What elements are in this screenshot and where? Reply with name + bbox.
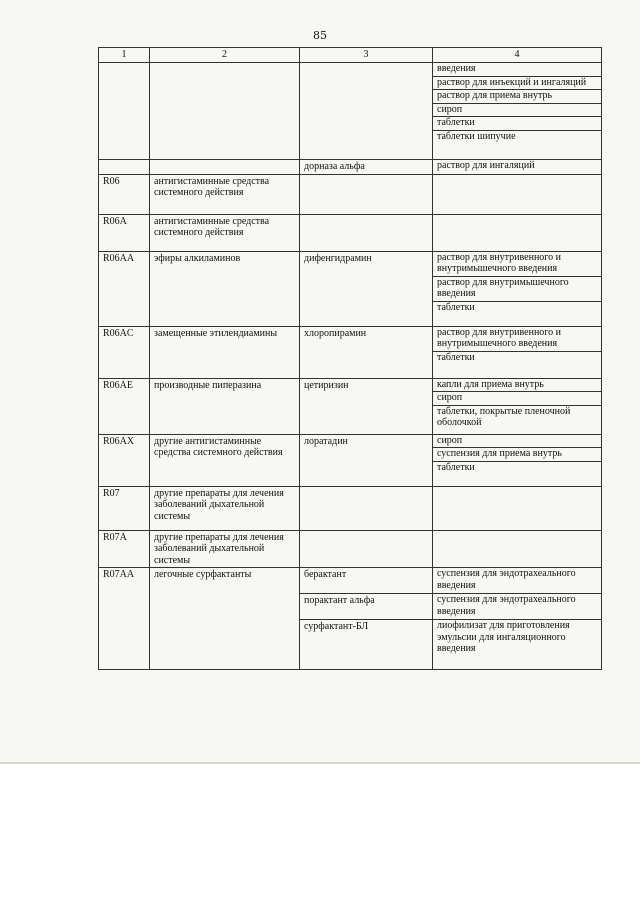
group-name-cell: другие препараты для лечения заболеваний дыхательной системы	[150, 486, 300, 530]
dosage-form: таблетки	[437, 351, 475, 363]
dosage-form: сироп	[433, 104, 601, 118]
dosage-form: раствор для приема внутрь	[433, 90, 601, 104]
column-header: 2	[150, 48, 300, 63]
column-header: 3	[300, 48, 433, 63]
drug-name-cell	[300, 486, 433, 530]
group-name-cell: другие антигистаминные средства системного действия	[150, 434, 300, 486]
group-name-cell	[150, 63, 300, 160]
dosage-form: таблетки	[437, 301, 475, 313]
drug-name-cell	[300, 63, 433, 160]
group-name-cell: замещенные этилендиамины	[150, 326, 300, 378]
atc-code-cell: R07A	[99, 530, 150, 568]
dosage-form: суспензия для приема внутрь	[433, 448, 601, 462]
dosage-forms-cell	[433, 594, 602, 620]
dosage-forms-cell	[433, 434, 602, 486]
drug-name-cell: дифенгидрамин	[300, 251, 433, 326]
dosage-form: лиофилизат для приготовления эмульсии для ингаляционного введения	[437, 620, 570, 654]
table-row	[99, 326, 602, 378]
drug-name-cell: хлоропирамин	[300, 326, 433, 378]
atc-code-cell: R07AA	[99, 568, 150, 670]
dosage-form: таблетки	[437, 461, 475, 473]
table-header-row	[99, 48, 602, 63]
dosage-form: капли для приема внутрь	[433, 379, 601, 393]
page-bottom-edge	[0, 762, 640, 764]
column-header: 1	[99, 48, 150, 63]
group-name-cell: другие препараты для лечения заболеваний дыхательной системы	[150, 530, 300, 568]
atc-code-cell: R06	[99, 174, 150, 214]
table-row	[99, 214, 602, 251]
drug-name-cell: цетиризин	[300, 378, 433, 434]
drug-name-cell: порактант альфа	[300, 594, 433, 620]
dosage-form: таблетки, покрытые пленочной оболочкой	[437, 405, 571, 428]
table-row	[99, 486, 602, 530]
drug-name-cell	[300, 174, 433, 214]
table-row	[99, 63, 602, 160]
table-row	[99, 434, 602, 486]
dosage-form: таблетки шипучие	[437, 130, 516, 142]
dosage-forms-cell	[433, 530, 602, 568]
atc-code-cell: R06AE	[99, 378, 150, 434]
dosage-form: суспензия для эндотрахеального введения	[437, 594, 576, 617]
dosage-form: сироп	[433, 435, 601, 449]
group-name-cell: производные пиперазина	[150, 378, 300, 434]
dosage-forms-cell	[433, 160, 602, 175]
table-row	[99, 251, 602, 326]
dosage-forms-cell	[433, 378, 602, 434]
atc-code-cell	[99, 63, 150, 160]
atc-code-cell: R07	[99, 486, 150, 530]
drug-name-cell: берактант	[300, 568, 433, 594]
dosage-forms-cell	[433, 620, 602, 670]
group-name-cell	[150, 160, 300, 175]
atc-code-cell: R06AX	[99, 434, 150, 486]
dosage-form: раствор для инъекций и ингаляций	[433, 77, 601, 91]
drug-table	[98, 47, 602, 670]
atc-code-cell: R06AC	[99, 326, 150, 378]
dosage-form: раствор для внутримышечного введения	[433, 277, 601, 302]
dosage-forms-cell	[433, 568, 602, 594]
dosage-forms-cell	[433, 174, 602, 214]
drug-name-cell: сурфактант-БЛ	[300, 620, 433, 670]
group-name-cell: антигистаминные средства системного действия	[150, 214, 300, 251]
group-name-cell: антигистаминные средства системного действия	[150, 174, 300, 214]
dosage-form: раствор для ингаляций	[437, 160, 535, 171]
dosage-forms-cell	[433, 251, 602, 326]
dosage-forms-cell	[433, 326, 602, 378]
table-row	[99, 568, 602, 594]
drug-name-cell	[300, 214, 433, 251]
table-row	[99, 160, 602, 175]
atc-code-cell: R06AA	[99, 251, 150, 326]
table-row	[99, 174, 602, 214]
dosage-forms-cell	[433, 214, 602, 251]
drug-name-cell: дорназа альфа	[300, 160, 433, 175]
group-name-cell: легочные сурфактанты	[150, 568, 300, 670]
dosage-form: сироп	[433, 392, 601, 406]
table-row	[99, 530, 602, 568]
group-name-cell: эфиры алкиламинов	[150, 251, 300, 326]
column-header: 4	[433, 48, 602, 63]
drug-name-cell	[300, 530, 433, 568]
dosage-form: таблетки	[433, 117, 601, 131]
dosage-form: раствор для внутривенного и внутримышечного введения	[433, 327, 601, 352]
dosage-forms-cell	[433, 63, 602, 160]
table-row	[99, 378, 602, 434]
dosage-form: раствор для внутривенного и внутримышечного введения	[433, 252, 601, 277]
dosage-forms-cell	[433, 486, 602, 530]
atc-code-cell: R06A	[99, 214, 150, 251]
dosage-form: введения	[433, 63, 601, 77]
page-number: 85	[313, 29, 327, 42]
atc-code-cell	[99, 160, 150, 175]
drug-name-cell: лоратадин	[300, 434, 433, 486]
table-body	[99, 63, 602, 670]
dosage-form: суспензия для эндотрахеального введения	[437, 568, 576, 591]
